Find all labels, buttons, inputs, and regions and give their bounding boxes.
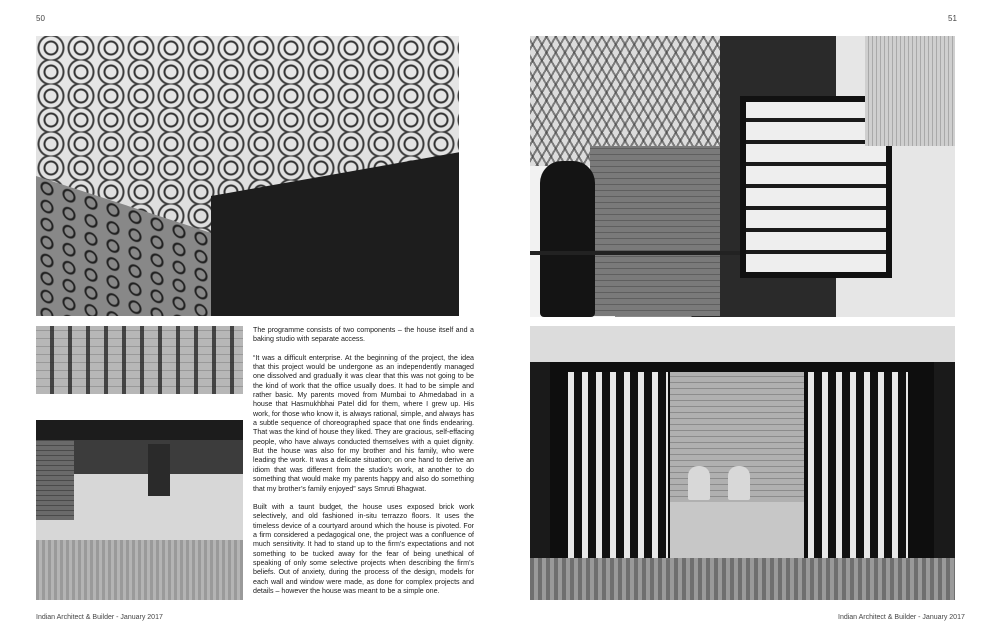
sliding-shutter-left	[568, 372, 668, 558]
living-room-photo	[530, 326, 955, 600]
ceiling-beam	[530, 326, 955, 362]
sliding-shutter-right	[808, 372, 908, 558]
article-text	[253, 326, 474, 605]
ceiling-lattice-photo	[36, 36, 459, 316]
page-number-left: 50	[36, 14, 45, 23]
article-paragraph: “It was a difficult enterprise. At the beginning of the project, the idea that this project would be undergone as an independently managed one dissolved and gradually it was clear that this was not going to be the kind of work that the office usually does. It had to be simple and rather basic. My parents moved from Mumbai to Ahmedabad in a house that Hasmukhbhai Patel did for them, where I grew up. His work, for those who know it, is always rational, simple, and always has a subtle sequence of choreographed space that one finds endearing. That was the kind of house they liked. They are gracious, self-effacing people, who have always conducted themselves with a quiet dignity. But the house was also for my brother and his family, who were leading the work. It was a delicate situation; on one hand to derive an idiom that was different from the studio’s work, at another to do something that would make my parents happy and also do something that my brother’s family enjoyed” says Smruti Bhagwat.	[253, 353, 474, 493]
terrazzo-floor	[36, 540, 243, 600]
perforated-brick-wall	[590, 146, 720, 316]
brick-wall-photo	[36, 326, 243, 394]
footer-left: Indian Architect & Builder - January 2017	[36, 614, 163, 621]
seated-person	[688, 466, 710, 500]
page-number-right: 51	[948, 14, 957, 23]
doorway-figure	[148, 444, 170, 496]
roof-overhang	[36, 420, 243, 440]
article-paragraph: Built with a taunt budget, the house uses exposed brick work selectively, and old fashioned in-situ terrazzo floors. It uses the timeless device of a courtyard around which the house is pivoted. For a firm considered a pedagogical one, the project was a confluence of much sensitivity. It had to stand up to the firm’s expectations and not something to be tucked away for the fear of being unethical of speaking of only some selective projects when describing the firm’s beliefs. Out of anxiety, during the process of the design, models for each wall and window were made, as done for complex projects and details – however the house was meant to be a simple one.	[253, 502, 474, 595]
woman-figure	[540, 161, 595, 317]
terrazzo-floor	[530, 558, 955, 600]
courtyard-photo	[36, 420, 243, 600]
footer-right: Indian Architect & Builder - January 2017	[838, 614, 965, 621]
balcony-railing	[530, 251, 760, 255]
corridor-photo	[530, 36, 955, 317]
courtyard-floor	[670, 502, 804, 558]
seated-person	[728, 466, 750, 500]
brick-side-wall	[36, 440, 74, 520]
article-paragraph: The programme consists of two components – the house itself and a baking studio with separate access.	[253, 326, 474, 344]
lattice-shadow	[36, 176, 216, 316]
concrete-block	[211, 150, 459, 316]
right-page	[495, 0, 990, 636]
brick-vault	[865, 36, 955, 146]
